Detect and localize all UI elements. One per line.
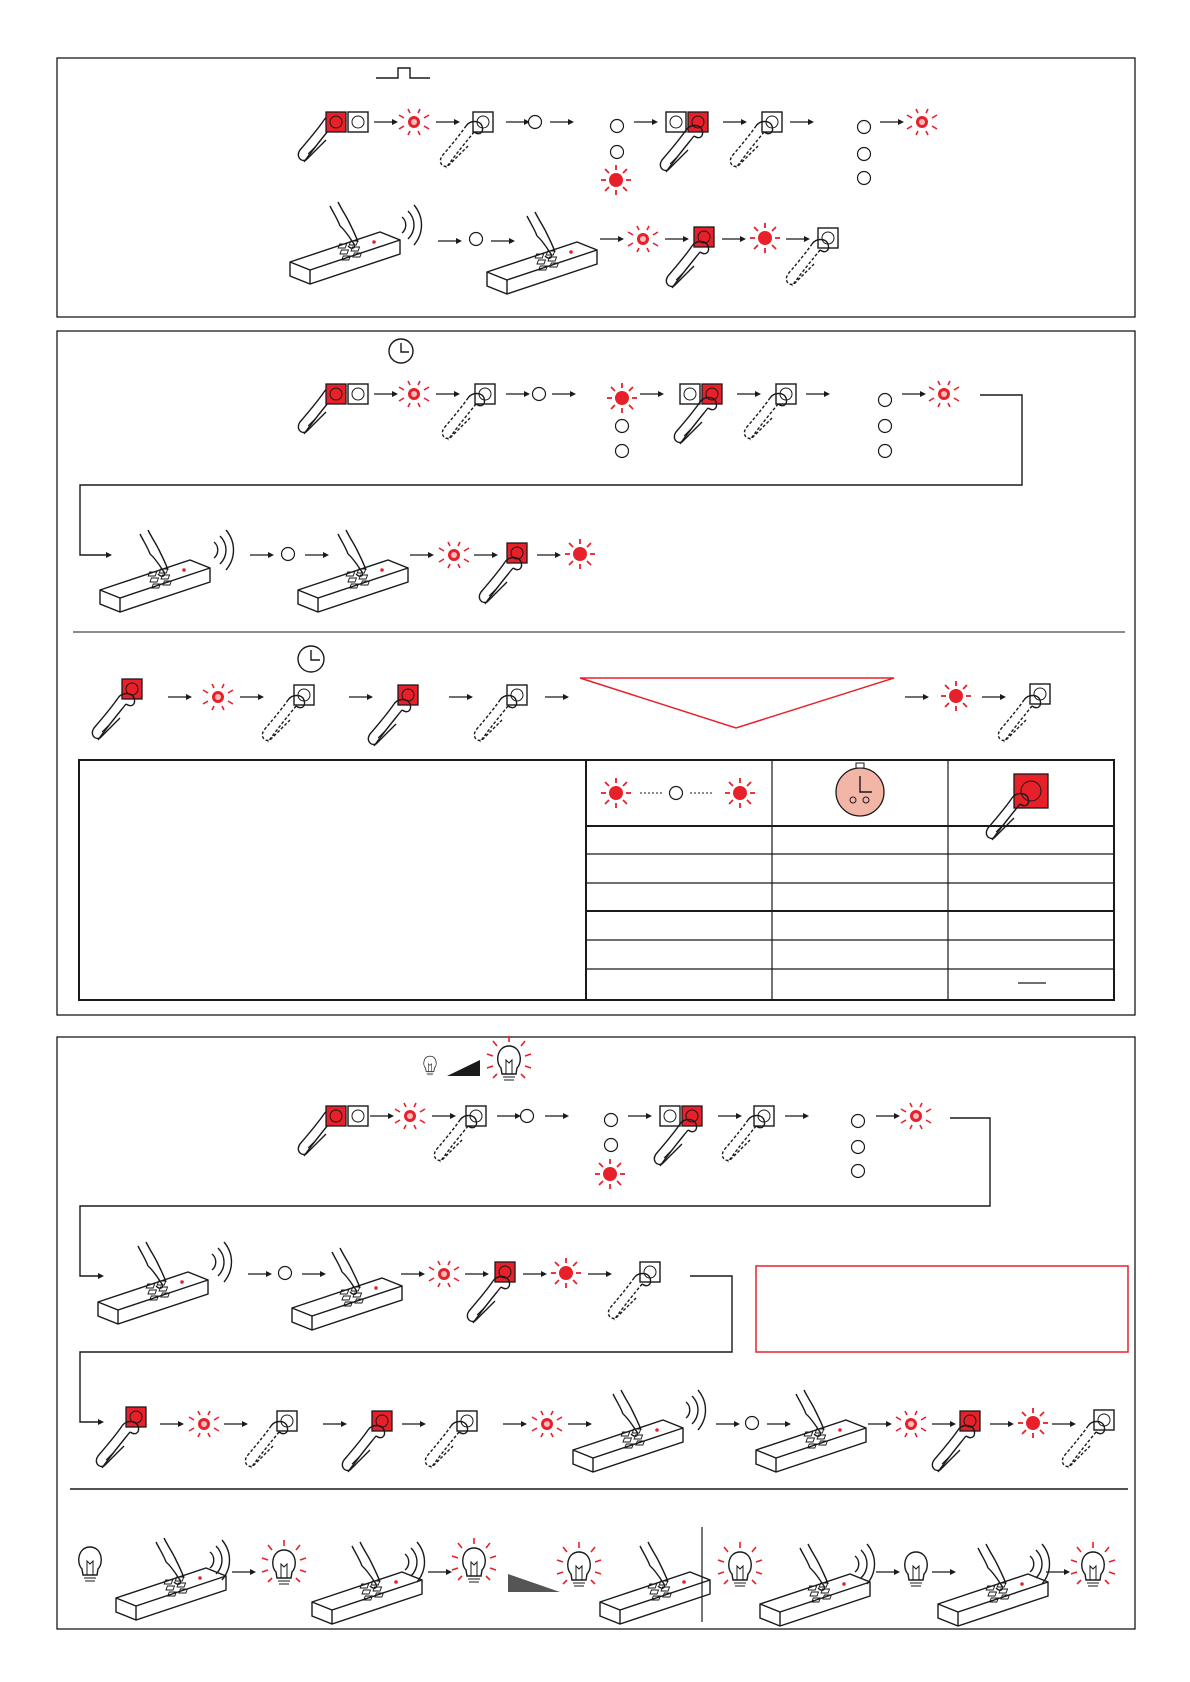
arrow-icon: [232, 1569, 256, 1575]
panel-pulse: [57, 58, 1135, 317]
arrow-icon: [876, 1113, 900, 1119]
red-button-icon: [986, 774, 1048, 840]
bulb-lit-icon: [262, 1540, 306, 1584]
arrow-icon: [224, 1421, 248, 1427]
arrow-icon: [410, 552, 434, 558]
arrow-icon: [402, 1421, 426, 1427]
led-off-icon: [858, 121, 871, 134]
finger-press-icon: [96, 1422, 138, 1469]
remote-control-icon: [600, 1542, 710, 1624]
led-blink-icon: [189, 1411, 219, 1437]
red-button-icon: [688, 112, 708, 132]
remote-control-icon: [487, 212, 597, 294]
red-button-icon: [960, 1411, 980, 1431]
arrow-icon: [374, 119, 398, 125]
arrow-icon: [588, 1271, 612, 1277]
button-pair-icon: [326, 1106, 368, 1126]
led-off-icon: [858, 172, 871, 185]
led-blink-icon: [439, 542, 469, 568]
arrow-icon: [436, 391, 460, 397]
led-off-icon: [852, 1165, 865, 1178]
flow-connector: [80, 1276, 732, 1422]
red-button-icon: [702, 384, 722, 404]
arrow-icon: [503, 1421, 527, 1427]
remote-control-icon: [760, 1544, 870, 1626]
bulb-icon: [79, 1547, 102, 1581]
stopwatch-icon: [836, 763, 884, 816]
arrow-icon: [474, 552, 498, 558]
arrow-icon: [806, 391, 830, 397]
arrow-icon: [634, 119, 658, 125]
arrow-icon: [506, 119, 530, 125]
led-off-icon: [879, 420, 892, 433]
arrow-icon: [240, 694, 264, 700]
arrow-icon: [168, 694, 192, 700]
remote-control-icon: [292, 1248, 402, 1330]
led-on-icon: [1018, 1408, 1048, 1438]
arrow-icon: [786, 236, 810, 242]
led-blink-icon: [896, 1411, 926, 1437]
bulb-lit-icon: [718, 1542, 762, 1586]
white-button-icon: [660, 1106, 680, 1126]
red-button-icon: [398, 685, 418, 705]
remote-control-icon: [938, 1544, 1048, 1626]
led-on-icon: [750, 223, 780, 253]
led-off-icon: [616, 445, 629, 458]
red-button-icon: [126, 1407, 146, 1427]
arrow-icon: [428, 1569, 452, 1575]
arrow-icon: [305, 552, 329, 558]
arrow-icon: [932, 1569, 956, 1575]
led-off-icon: [858, 148, 871, 161]
led-off-icon: [852, 1115, 865, 1128]
arrow-icon: [665, 236, 689, 242]
arrow-icon: [436, 119, 460, 125]
red-button-icon: [122, 679, 142, 699]
finger-press-icon: [666, 242, 708, 289]
led-off-icon: [879, 394, 892, 407]
led-on-icon: [601, 165, 631, 195]
remote-control-icon: [116, 1538, 226, 1620]
clock-icon: [298, 646, 324, 672]
radio-waves-icon: [855, 1544, 875, 1584]
led-off-icon: [282, 548, 295, 561]
red-button-icon: [694, 227, 714, 247]
arrow-icon: [1052, 1421, 1076, 1427]
arrow-icon: [716, 1421, 740, 1427]
arrow-icon: [401, 1271, 425, 1277]
led-blink-icon: [429, 1261, 459, 1287]
red-button-icon: [372, 1411, 392, 1431]
led-off-icon: [521, 1110, 534, 1123]
arrow-icon: [545, 1113, 569, 1119]
radio-waves-icon: [212, 1242, 232, 1282]
note-box: [756, 1266, 1128, 1352]
arrow-icon: [880, 119, 904, 125]
arrow-icon: [640, 391, 664, 397]
arrow-icon: [491, 238, 515, 244]
radio-waves-icon: [402, 205, 422, 245]
clock-icon: [389, 339, 413, 363]
led-on-icon: [551, 1258, 581, 1288]
bulb-icon: [905, 1552, 928, 1586]
arrow-icon: [790, 119, 814, 125]
timer-table: [79, 760, 1114, 1000]
arrow-icon: [497, 1113, 521, 1119]
finger-press-icon: [368, 700, 410, 747]
arrow-icon: [250, 552, 274, 558]
flow-connector: [80, 395, 1022, 555]
arrow-icon: [905, 694, 929, 700]
radio-waves-icon: [214, 530, 234, 570]
finger-press-icon: [467, 1277, 509, 1324]
led-blink-icon: [532, 1411, 562, 1437]
led-blink-icon: [395, 1103, 425, 1129]
arrow-icon: [982, 694, 1006, 700]
red-button-icon: [495, 1262, 515, 1282]
red-button-icon: [507, 543, 527, 563]
arrow-icon: [537, 552, 561, 558]
arrow-icon: [506, 391, 530, 397]
arrow-icon: [718, 1113, 742, 1119]
remote-control-icon: [98, 1242, 208, 1324]
remote-control-icon: [573, 1390, 683, 1472]
led-blink-icon: [901, 1103, 931, 1129]
led-off-icon: [605, 1139, 618, 1152]
led-blink-icon: [907, 109, 937, 135]
arrow-icon: [160, 1421, 184, 1427]
bulb-lit-icon: [487, 1036, 531, 1080]
arrow-icon: [552, 391, 576, 397]
remote-control-icon: [100, 530, 210, 612]
arrow-icon: [568, 1421, 592, 1427]
arrow-icon: [370, 1113, 394, 1119]
arrow-icon: [465, 1271, 489, 1277]
dimmer-ramp-icon: [508, 1574, 560, 1592]
white-button-icon: [666, 112, 686, 132]
red-triangle-frame: [580, 678, 894, 728]
white-button-icon: [680, 384, 700, 404]
arrow-icon: [248, 1271, 272, 1277]
led-off-icon: [529, 116, 542, 129]
finger-press-icon: [932, 1426, 974, 1473]
led-on-icon: [595, 1159, 625, 1189]
arrow-icon: [932, 1421, 956, 1427]
arrow-icon: [374, 391, 398, 397]
arrow-icon: [449, 694, 473, 700]
finger-press-icon: [342, 1426, 384, 1473]
arrow-icon: [723, 119, 747, 125]
led-off-icon: [611, 146, 624, 159]
led-off-icon: [852, 1141, 865, 1154]
led-blink-icon: [628, 226, 658, 252]
arrow-icon: [628, 1113, 652, 1119]
led-on-icon: [941, 681, 971, 711]
led-off-icon: [279, 1267, 292, 1280]
led-off-icon: [533, 388, 546, 401]
remote-control-icon: [290, 202, 400, 284]
arrow-icon: [523, 1271, 547, 1277]
led-blink-icon: [203, 684, 233, 710]
bulb-lit-icon: [452, 1538, 496, 1582]
red-button-icon: [682, 1106, 702, 1126]
pulse-symbol-icon: [376, 68, 430, 78]
arrow-icon: [349, 694, 373, 700]
panel-dimmer: [57, 1036, 1135, 1629]
radio-waves-icon: [405, 1542, 425, 1582]
led-off-icon: [470, 233, 483, 246]
led-on-icon: [607, 383, 637, 413]
arrow-icon: [550, 119, 574, 125]
button-pair-icon: [326, 384, 368, 404]
led-off-icon: [879, 445, 892, 458]
arrow-icon: [438, 238, 462, 244]
arrow-icon: [600, 236, 624, 242]
bulb-lit-icon: [1071, 1542, 1115, 1586]
finger-press-icon: [479, 558, 521, 605]
led-blink-icon: [399, 381, 429, 407]
radio-waves-icon: [686, 1390, 706, 1430]
arrow-icon: [545, 694, 569, 700]
arrow-icon: [868, 1421, 892, 1427]
led-on-icon: [565, 539, 595, 569]
bulb-icon: [424, 1056, 436, 1075]
remote-control-icon: [756, 1390, 866, 1472]
arrow-icon: [737, 391, 761, 397]
arrow-icon: [785, 1113, 809, 1119]
led-off-icon: [605, 1114, 618, 1127]
button-pair-icon: [326, 112, 368, 132]
arrow-icon: [722, 236, 746, 242]
arrow-icon: [323, 1421, 347, 1427]
arrow-icon: [767, 1421, 791, 1427]
led-blink-icon: [399, 109, 429, 135]
arrow-icon: [902, 391, 926, 397]
arrow-icon: [990, 1421, 1014, 1427]
finger-press-icon: [92, 694, 134, 741]
led-blink-icon: [929, 381, 959, 407]
led-off-icon: [746, 1417, 759, 1430]
led-off-icon: [611, 120, 624, 133]
arrow-icon: [876, 1569, 900, 1575]
panel-timer: [57, 331, 1135, 1015]
led-off-icon: [616, 420, 629, 433]
bulb-lit-icon: [557, 1542, 601, 1586]
led-cycle-icon: [601, 778, 755, 808]
arrow-icon: [302, 1271, 326, 1277]
arrow-icon: [432, 1113, 456, 1119]
dimmer-ramp-icon: [447, 1060, 480, 1076]
remote-control-icon: [298, 530, 408, 612]
